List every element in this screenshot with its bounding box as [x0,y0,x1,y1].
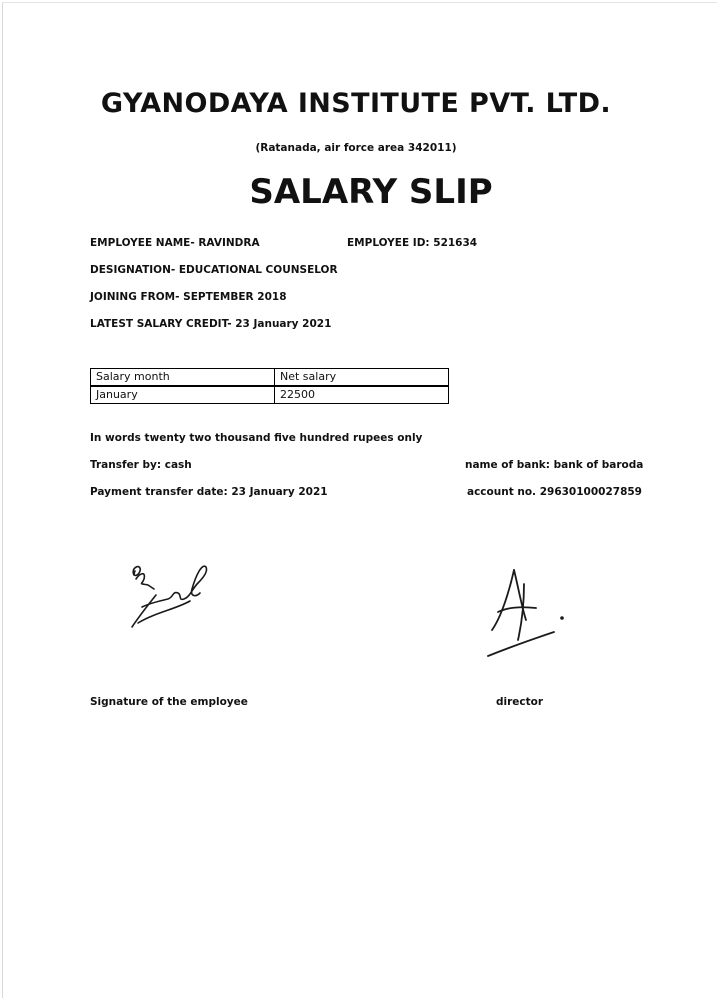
employee-name: EMPLOYEE NAME- RAVINDRA [90,237,260,249]
employee-signature [120,555,220,635]
table-row [91,386,449,404]
joining-date: JOINING FROM- SEPTEMBER 2018 [90,291,287,303]
director-signature-label: director [496,696,544,708]
transfer-method: Transfer by: cash [90,459,192,471]
amount-in-words: In words twenty two thousand five hundred rupees only [90,432,423,444]
employee-signature-label: Signature of the employee [90,696,248,708]
company-name: GYANODAYA INSTITUTE PVT. LTD. [100,88,612,119]
account-number: account no. 29630100027859 [467,486,642,498]
salary-table [90,368,449,404]
header-salary-month: Salary month [91,369,275,387]
slip-title: SALARY SLIP [249,172,493,212]
table-header-row [91,369,449,387]
header-net-salary: Net salary [275,369,449,387]
cell-salary-month: January [91,386,275,404]
director-signature [478,564,578,660]
company-address: (Ratanada, air force area 342011) [255,142,457,154]
latest-salary-credit: LATEST SALARY CREDIT- 23 January 2021 [90,318,332,330]
payment-transfer-date: Payment transfer date: 23 January 2021 [90,486,328,498]
designation: DESIGNATION- EDUCATIONAL COUNSELOR [90,264,338,276]
bank-name: name of bank: bank of baroda [465,459,644,471]
signature-dot [560,616,564,620]
employee-id: EMPLOYEE ID: 521634 [347,237,478,249]
cell-net-salary: 22500 [275,386,449,404]
